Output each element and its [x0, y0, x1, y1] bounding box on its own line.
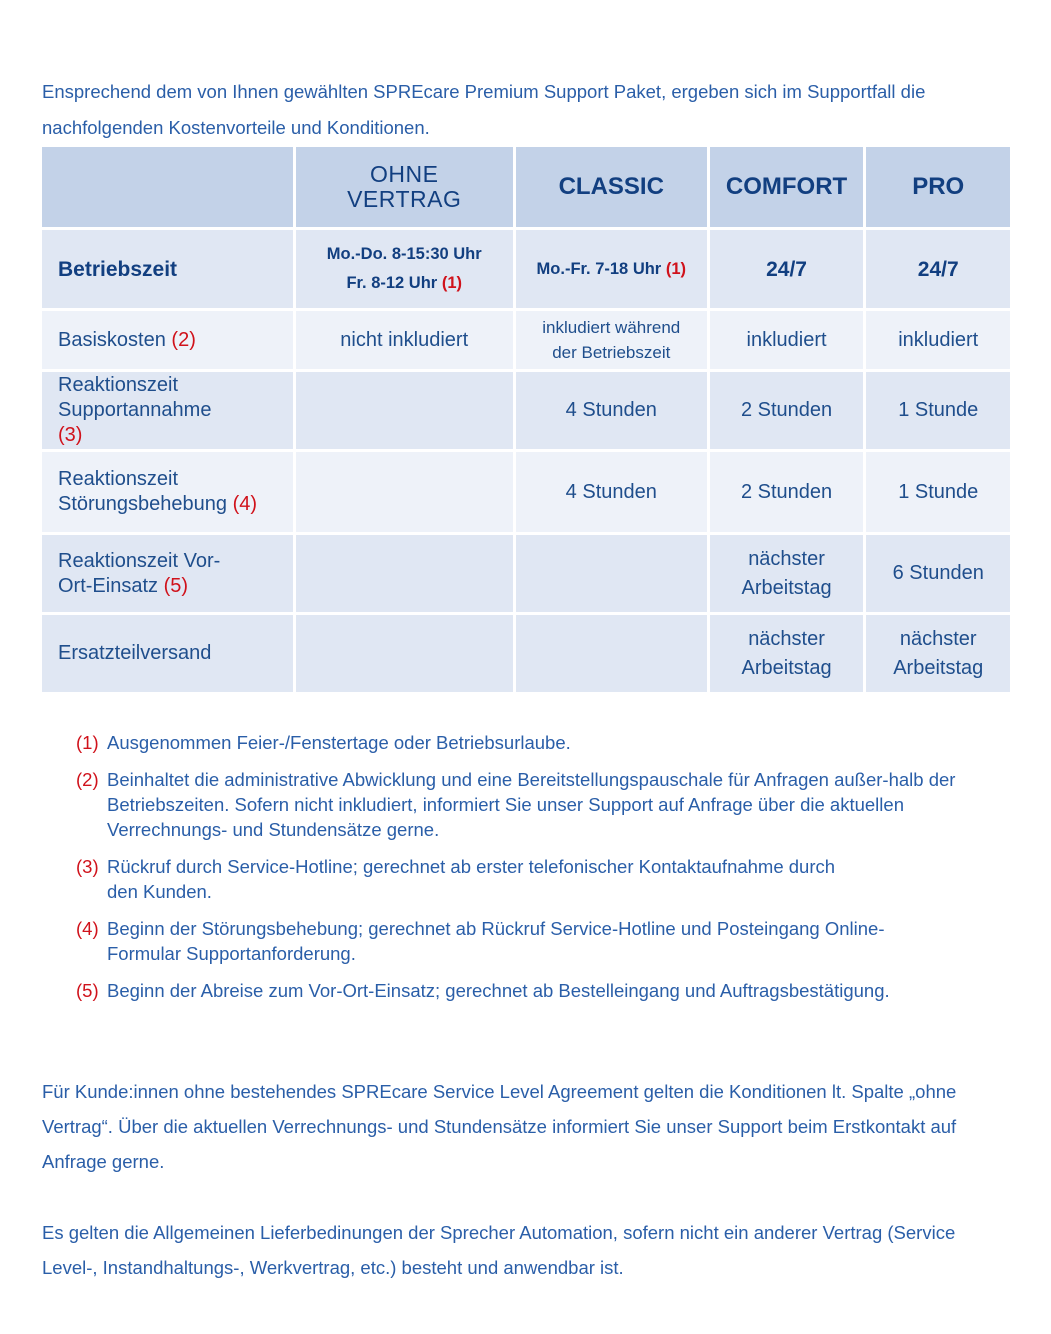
footnote-ref: (4) [232, 493, 258, 515]
cell-ohne [296, 452, 513, 532]
ohne-line2-wrap [304, 269, 505, 298]
footnote-text: Beginn der Abreise zum Vor-Ort-Einsatz; gerechnet ab Bestelleingang und Auftragsbestätigung. [107, 980, 890, 1001]
row-label: Reaktionszeit Supportannahme [58, 374, 212, 421]
intro-text: Ensprechend dem von Ihnen gewählten SPREcare Premium Support Paket, ergeben sich im Supportfall die nachfolgenden Kostenvorteile und Konditionen. [42, 80, 926, 138]
cell-pro: 6 Stunden [866, 535, 1010, 612]
footnote-number: (1) [76, 732, 99, 753]
footnote-text: Ausgenommen Feier-/Fenstertage oder Betriebsurlaube. [107, 732, 571, 753]
footnote-ref: (3) [58, 424, 83, 446]
cell-ohne [296, 535, 513, 612]
cell-ohne [296, 372, 513, 449]
footnote [76, 854, 1016, 904]
cell-pro: nächster Arbeitstag [866, 615, 1010, 692]
footnote-ref: (2) [171, 328, 196, 351]
row-label-cell [42, 452, 293, 532]
table-row [42, 535, 1010, 612]
cell-pro: 24/7 [866, 230, 1010, 308]
cell-classic: 4 Stunden [516, 372, 707, 449]
cell-ohne [296, 615, 513, 692]
cell-comfort: 2 Stunden [710, 372, 864, 449]
footnote-text: Rückruf durch Service-Hotline; gerechnet ab erster telefonischer Kontaktaufnahme durch den Kunden. [107, 856, 836, 902]
header-comfort: COMFORT [710, 147, 864, 227]
header-pro: PRO [866, 147, 1010, 227]
footnote-ref: (5) [163, 574, 189, 597]
footnotes [76, 730, 1016, 1015]
row-label-cell [42, 535, 293, 612]
cell-ohne: nicht inkludiert [296, 311, 513, 369]
cell-ohne [296, 230, 513, 308]
row-label: Ersatzteilversand [58, 642, 212, 664]
row-label-cell [42, 372, 293, 449]
footnote [76, 916, 1016, 966]
cell-pro: inkludiert [866, 311, 1010, 369]
cell-comfort: 2 Stunden [710, 452, 864, 532]
footnote-number: (4) [76, 918, 99, 939]
table-row [42, 615, 1010, 692]
row-label-cell [42, 615, 293, 692]
footnote [76, 767, 1016, 842]
cell-classic: 4 Stunden [516, 452, 707, 532]
footnote-number: (5) [76, 980, 99, 1001]
row-label: Reaktionszeit Störungsbehebung [58, 468, 228, 515]
paragraph-ohne-vertrag: Für Kunde:innen ohne bestehendes SPREcare Service Level Agreement gelten die Konditionen lt. Spalte „ohne Vertrag“. Über die aktuellen Verrechnungs- und Stundensätze informiert Sie unser Support beim Erstkontakt auf Anfrage gerne. [42, 1080, 957, 1172]
cell-classic [516, 230, 707, 308]
row-label: Betriebszeit [42, 230, 293, 308]
footnote-number: (2) [76, 769, 99, 790]
cell-comfort: 24/7 [710, 230, 864, 308]
pricing-table [39, 144, 1013, 695]
table-row [42, 372, 1010, 449]
cell-comfort: nächster Arbeitstag [710, 615, 864, 692]
table-row [42, 311, 1010, 369]
table-row-betriebszeit [42, 230, 1010, 308]
footnote-ref: (1) [665, 259, 686, 278]
cell-pro: 1 Stunde [866, 372, 1010, 449]
ohne-line1: Mo.-Do. 8-15:30 Uhr [326, 245, 482, 263]
row-label: Basiskosten [58, 328, 166, 351]
table-header-row [42, 147, 1010, 227]
table-row [42, 452, 1010, 532]
footnote-text: Beginn der Störungsbehebung; gerechnet ab Rückruf Service-Hotline und Posteingang Online-Formular Supportanforderung. [107, 918, 885, 964]
header-empty [42, 147, 293, 227]
cell-classic [516, 615, 707, 692]
row-label: Reaktionszeit Vor-Ort-Einsatz [58, 549, 221, 597]
row-label-cell [42, 311, 293, 369]
cell-comfort: nächster Arbeitstag [710, 535, 864, 612]
cell-comfort: inkludiert [710, 311, 864, 369]
footnote [76, 730, 1016, 755]
footnote [76, 978, 1016, 1003]
ohne-line2: Fr. 8-12 Uhr [346, 274, 438, 292]
footnote-text: Beinhaltet die administrative Abwicklung und eine Bereitstellungspauschale für Anfragen außer-halb der Betriebszeiten. Sofern nicht inkludiert, informiert Sie unser Support auf Anfrage über die aktuellen Verrechnungs- und Stundensätze gerne. [107, 769, 956, 840]
paragraph-lieferbedingungen: Es gelten die Allgemeinen Lieferbedinungen der Sprecher Automation, sofern nicht ein anderer Vertrag (Service Level-, Instandhaltungs-, Werkvertrag, etc.) besteht und anwendbar ist. [42, 1221, 956, 1278]
header-classic: CLASSIC [516, 147, 707, 227]
cell-classic: inkludiert während der Betriebszeit [516, 311, 707, 369]
cell-pro: 1 Stunde [866, 452, 1010, 532]
classic-hours: Mo.-Fr. 7-18 Uhr [536, 259, 662, 278]
footnote-ref: (1) [441, 274, 462, 292]
footnote-number: (3) [76, 856, 99, 877]
cell-classic [516, 535, 707, 612]
header-ohne-vertrag: OHNE VERTRAG [296, 147, 513, 227]
